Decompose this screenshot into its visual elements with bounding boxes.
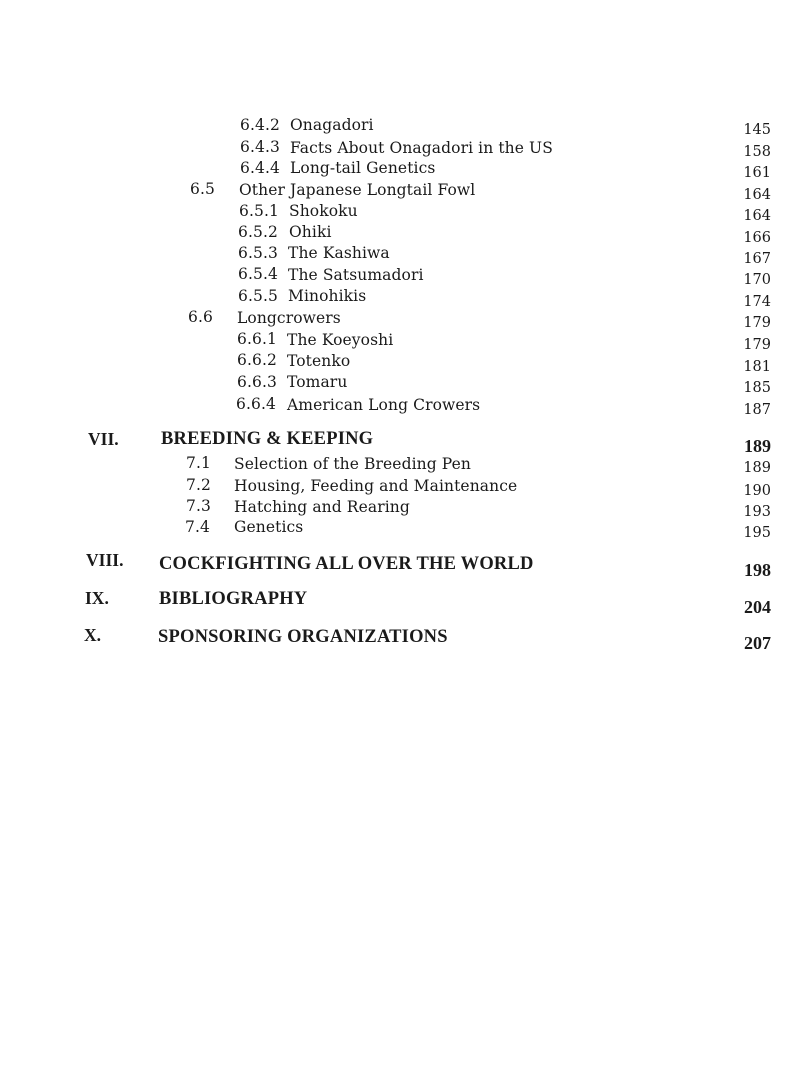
section-number: 7.3 — [186, 497, 211, 515]
section-title: Other Japanese Longtail Fowl — [239, 181, 476, 199]
section-title: Totenko — [287, 352, 351, 370]
section-title: The Koeyoshi — [287, 331, 394, 349]
section-number: 6.5.4 — [238, 265, 278, 283]
section-title: Ohiki — [289, 223, 332, 241]
page-number: 198 — [744, 560, 771, 580]
section-title: Hatching and Rearing — [234, 498, 410, 516]
chapter-title: BIBLIOGRAPHY — [159, 589, 308, 609]
page-number: 166 — [743, 230, 771, 246]
toc-entry-6-5 — [0, 180, 800, 202]
toc-entry-6-6-2 — [0, 351, 800, 373]
page-number: 179 — [743, 315, 771, 331]
toc-entry-6-5-3 — [0, 243, 800, 265]
section-number: 7.1 — [186, 454, 211, 472]
page-number: 158 — [743, 144, 771, 160]
toc-entry-7-4 — [0, 517, 800, 539]
toc-entry-6-6-1 — [0, 330, 800, 352]
section-number: 6.4.2 — [240, 116, 280, 134]
chapter-title: BREEDING & KEEPING — [161, 429, 374, 449]
chapter-number: VII. — [88, 429, 119, 449]
section-title: Genetics — [234, 518, 304, 536]
page-number: 164 — [743, 208, 771, 224]
toc-entry-6-5-1 — [0, 201, 800, 223]
section-number: 6.5.1 — [239, 202, 279, 220]
toc-chapter-viii — [0, 550, 800, 580]
toc-entry-7-2 — [0, 476, 800, 498]
page-number: 167 — [743, 251, 771, 267]
chapter-number: VIII. — [86, 550, 124, 570]
page-number: 145 — [743, 122, 771, 138]
section-title: Onagadori — [290, 116, 374, 134]
chapter-number: IX. — [85, 588, 109, 608]
page-number: 161 — [743, 165, 771, 181]
toc-entry-6-4-3 — [0, 136, 800, 158]
page-number: 204 — [744, 597, 771, 617]
toc-entry-6-4-4 — [0, 158, 800, 180]
page-number: 193 — [743, 504, 771, 520]
chapter-title: COCKFIGHTING ALL OVER THE WORLD — [159, 554, 534, 574]
section-title: Selection of the Breeding Pen — [234, 455, 471, 473]
page-number: 181 — [743, 359, 771, 375]
section-number: 6.5.2 — [238, 223, 278, 241]
toc-entry-6-6-4 — [0, 394, 800, 416]
section-title: The Satsumadori — [288, 266, 424, 284]
page-number: 187 — [743, 402, 771, 418]
section-number: 6.6.4 — [236, 395, 276, 413]
toc-entry-6-5-5 — [0, 286, 800, 308]
section-number: 6.4.3 — [240, 138, 280, 156]
section-number: 6.4.4 — [240, 159, 280, 177]
section-title: Longcrowers — [237, 309, 341, 327]
toc-chapter-x — [0, 624, 800, 653]
toc-entry-6-5-4 — [0, 265, 800, 287]
section-number: 6.5.5 — [238, 287, 278, 305]
section-number: 6.6.3 — [237, 373, 277, 391]
toc-entry-6-6-3 — [0, 372, 800, 394]
toc-entry-6-6 — [0, 308, 800, 330]
page-number: 185 — [743, 380, 771, 396]
section-title: Tomaru — [287, 373, 348, 391]
chapter-title: SPONSORING ORGANIZATIONS — [158, 627, 448, 647]
section-number: 6.5 — [190, 180, 215, 198]
toc-chapter-vii — [0, 428, 800, 456]
page-number: 164 — [743, 187, 771, 203]
section-number: 6.6 — [188, 308, 213, 326]
toc-entry-6-4-2 — [0, 114, 800, 136]
section-number: 7.2 — [186, 476, 211, 494]
page-number: 195 — [743, 525, 771, 541]
page-number: 190 — [743, 483, 771, 499]
section-title: Facts About Onagadori in the US — [290, 139, 553, 157]
section-number: 7.4 — [185, 518, 210, 536]
page-number: 207 — [744, 633, 771, 653]
toc-entry-6-5-2 — [0, 222, 800, 244]
toc-entry-7-1 — [0, 454, 800, 476]
section-title: The Kashiwa — [288, 244, 390, 262]
section-title: American Long Crowers — [287, 396, 481, 414]
section-number: 6.6.2 — [237, 351, 277, 369]
page-number: 179 — [743, 337, 771, 353]
section-number: 6.6.1 — [237, 330, 277, 348]
page-number: 189 — [744, 436, 771, 456]
section-title: Minohikis — [288, 287, 367, 305]
section-title: Shokoku — [289, 202, 358, 220]
page-number: 189 — [743, 460, 771, 476]
toc-chapter-ix — [0, 588, 800, 617]
section-title: Housing, Feeding and Maintenance — [234, 477, 518, 495]
section-title: Long-tail Genetics — [290, 159, 436, 177]
section-number: 6.5.3 — [238, 244, 278, 262]
page-number: 174 — [743, 294, 771, 310]
toc-entry-7-3 — [0, 497, 800, 519]
page-number: 170 — [743, 272, 771, 288]
chapter-number: X. — [84, 625, 102, 645]
